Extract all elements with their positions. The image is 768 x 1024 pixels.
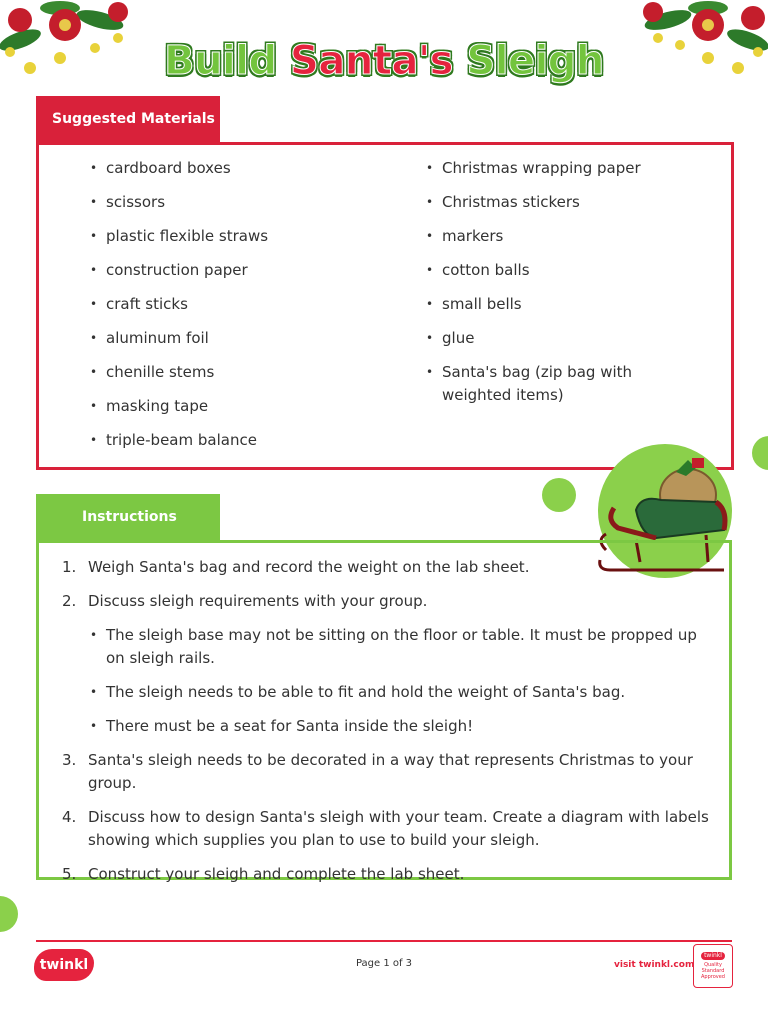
step-number: 4. — [62, 808, 77, 826]
sub-item: • The sleigh base may not be sitting on the floor or table. It must be propped up on sleigh rails. — [88, 624, 712, 670]
list-item: • cardboard boxes — [88, 157, 388, 180]
list-item: • small bells — [424, 293, 654, 316]
instruction-step — [62, 556, 712, 579]
title-part-santas: Santa's — [290, 38, 453, 84]
step-text: Discuss how to design Santa's sleigh with your team. Create a diagram with labels showing which supplies you plan to use to build your sleigh. — [88, 808, 709, 849]
instruction-step — [62, 863, 712, 886]
list-item: • Christmas wrapping paper — [424, 157, 654, 180]
instructions-heading: Instructions — [36, 494, 220, 540]
list-item: • Santa's bag (zip bag with weighted items) — [424, 361, 654, 407]
visit-link[interactable]: visit twinkl.com — [614, 960, 695, 970]
list-item: • masking tape — [88, 395, 388, 418]
list-item: • cotton balls — [424, 259, 654, 282]
materials-heading: Suggested Materials — [36, 96, 220, 142]
decorative-dot — [542, 478, 576, 512]
instruction-step — [62, 806, 712, 852]
list-item: • Christmas stickers — [424, 191, 654, 214]
footer-divider — [36, 940, 732, 942]
list-item: • markers — [424, 225, 654, 248]
quality-badge-text: Quality Standard Approved — [701, 962, 725, 980]
step-number: 3. — [62, 751, 77, 769]
list-item: • plastic flexible straws — [88, 225, 388, 248]
list-item: • chenille stems — [88, 361, 388, 384]
sub-item: • There must be a seat for Santa inside the sleigh! — [88, 715, 712, 738]
quality-badge-brand: twinkl — [701, 952, 725, 960]
list-item: • scissors — [88, 191, 388, 214]
step-text: Construct your sleigh and complete the lab sheet. — [88, 865, 465, 883]
list-item: • craft sticks — [88, 293, 388, 316]
list-item: • glue — [424, 327, 654, 350]
list-item: • aluminum foil — [88, 327, 388, 350]
instruction-step — [62, 749, 712, 795]
instructions-list — [62, 556, 712, 897]
materials-list-left — [88, 157, 388, 463]
step-number: 1. — [62, 558, 77, 576]
quality-badge — [693, 944, 733, 988]
page-number: Page 1 of 3 — [355, 958, 413, 969]
step-text: Discuss sleigh requirements with your group. — [88, 592, 428, 610]
materials-list-right — [424, 157, 654, 418]
twinkl-logo: twinkl — [34, 949, 94, 981]
list-item: • triple-beam balance — [88, 429, 388, 452]
sub-item: • The sleigh needs to be able to fit and hold the weight of Santa's bag. — [88, 681, 712, 704]
step-number: 2. — [62, 592, 77, 610]
page-title — [0, 38, 768, 84]
instruction-step — [62, 590, 712, 738]
title-part-sleigh: Sleigh — [466, 38, 604, 84]
step-number: 5. — [62, 865, 77, 883]
decorative-dot — [0, 896, 18, 932]
step-text: Weigh Santa's bag and record the weight on the lab sheet. — [88, 558, 530, 576]
list-item: • construction paper — [88, 259, 388, 282]
step-text: Santa's sleigh needs to be decorated in a way that represents Christmas to your group. — [88, 751, 693, 792]
title-part-build: Build — [164, 38, 277, 84]
decorative-dot — [752, 436, 768, 470]
step-sublist — [88, 624, 712, 738]
